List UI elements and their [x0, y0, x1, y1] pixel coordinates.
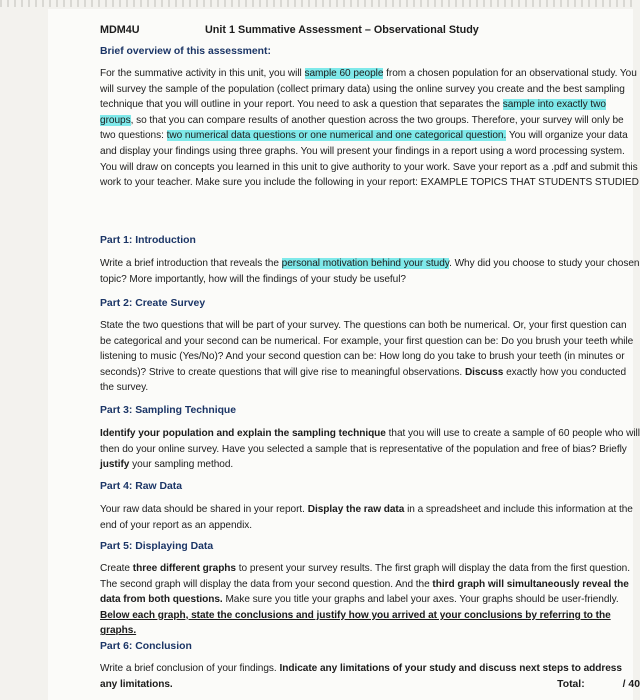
part5-heading: Part 5: Displaying Data — [100, 541, 214, 552]
highlight-sample-size: sample 60 people — [304, 68, 384, 79]
part2-heading: Part 2: Create Survey — [100, 298, 206, 309]
total-score: / 40 — [622, 679, 640, 690]
part5-paragraph — [100, 561, 640, 639]
highlight-motivation: personal motivation behind your study — [281, 258, 450, 269]
text-run: from a chosen population for an observational study. You will survey the sample of the population (collect primary data) using the online survey you create and the best sampling technique that you will outline in your report. You need to ask a question that separates the — [100, 68, 637, 111]
text-run: Make sure you title your graphs and label your axes. Your graphs should be user-friendly. — [222, 594, 619, 606]
highlight-two-groups: sample into exactly two groups — [100, 99, 606, 126]
part1-heading: Part 1: Introduction — [100, 235, 196, 246]
text-run: State the two questions that will be part of your survey. The questions can both be numerical. Or, your first question can be categorical and your second can be numerical. For example, your first question can be: Do you brush your teeth while listening to music (Yes/No)? And your second question can be: How long do you take to brush your teeth (in minutes or seconds)? Strive to create questions that will give rise to meaningful observations. — [100, 320, 634, 378]
bold-run: Indicate any limitations of your study and discuss next steps to address any limitations. — [100, 663, 622, 690]
text-run: , so that you can compare results of another question across the two groups. Therefore, your survey will only be two questions: — [100, 114, 624, 142]
part4-paragraph — [100, 502, 640, 533]
bold-run: Identify your population and explain the sampling technique — [100, 428, 386, 439]
text-run: Create — [100, 563, 133, 574]
part1-paragraph — [100, 256, 640, 287]
text-run: exactly how you conducted the survey. — [100, 366, 627, 394]
text-run: . Why did you choose to study your chosen topic? More importantly, how will the findings of your study be useful? — [100, 258, 640, 285]
part2-paragraph — [100, 318, 640, 396]
part3-paragraph — [100, 426, 640, 473]
text-run: Write a brief conclusion of your findings. — [100, 663, 280, 674]
course-code: MDM4U — [100, 24, 140, 36]
text-run: in a spreadsheet and include this information at the end of your report as an appendix. — [100, 504, 633, 531]
part4-heading: Part 4: Raw Data — [100, 481, 182, 492]
text-run: Write a brief introduction that reveals the — [100, 258, 282, 269]
underlined-run: Below each graph, state the conclusions and justify how you arrived at your conclusions by referring to the graphs. — [100, 609, 611, 637]
bold-run: justify — [100, 459, 130, 471]
bold-run: third graph will simultaneously reveal the data from both questions. — [100, 578, 629, 606]
part6-heading: Part 6: Conclusion — [100, 641, 192, 652]
document-page — [48, 9, 640, 700]
text-run: For the summative activity in this unit, you will — [100, 68, 305, 79]
text-run: to present your survey results. The first graph will display the data from the first question. The second graph will display the data from your second question. And the — [100, 563, 630, 590]
document-header — [100, 23, 640, 39]
highlight-question-types: two numerical data questions or one numerical and one categorical question. — [166, 130, 507, 142]
part3-heading: Part 3: Sampling Technique — [100, 405, 237, 416]
total-label: Total: — [557, 679, 585, 690]
text-run: Your raw data should be shared in your report. — [100, 504, 308, 515]
total-row — [100, 677, 640, 693]
text-run: that you will use to create a sample of 60 people who will then do your online survey. Have you selected a sample that is representative of the population and free of bias? Briefly — [100, 428, 640, 455]
document-title: Unit 1 Summative Assessment – Observational Study — [205, 24, 479, 36]
bold-run: three different graphs — [132, 563, 236, 574]
overview-heading: Brief overview of this assessment: — [100, 46, 271, 57]
overview-paragraph — [100, 66, 640, 191]
top-edge-strip — [0, 0, 633, 7]
bold-run: Discuss — [464, 366, 504, 378]
bold-run: Display the raw data — [307, 504, 405, 515]
text-run: your sampling method. — [129, 459, 234, 471]
text-run: You will organize your data and display your findings using three graphs. You will present your findings in a report using a word processing system. You will draw on concepts you learned in this unit to give authority to your work. Save your report as a .pdf and submit this work to your teacher. Make sure you include the following in your report: EXAMPLE TOPICS THAT STUDENTS STUDIED — [100, 130, 639, 189]
